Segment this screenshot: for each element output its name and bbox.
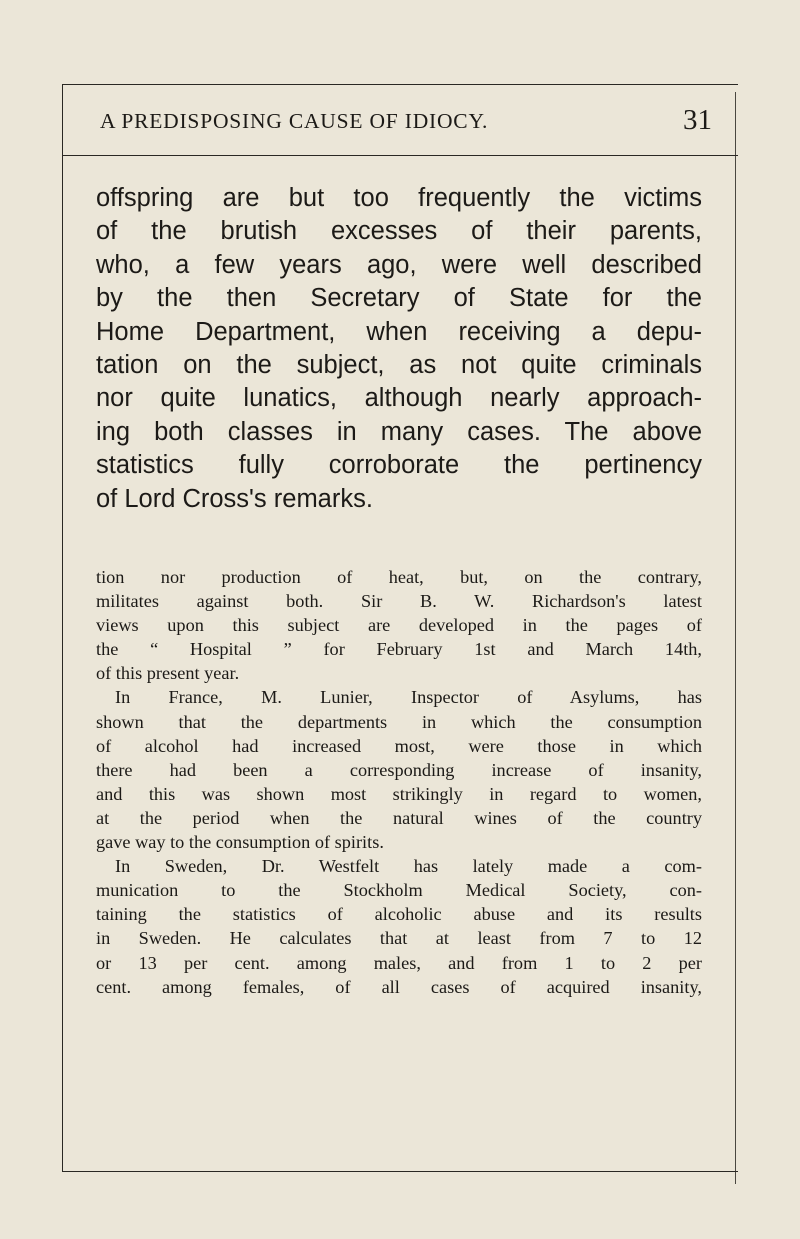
text-line: views upon this subject are developed in the pages of xyxy=(96,615,702,636)
text-line: who, a few years ago, were well described xyxy=(96,250,702,279)
text-line: munication to the Stockholm Medical Society, con- xyxy=(96,880,702,901)
text-line: of Lord Cross's remarks. xyxy=(96,484,373,513)
text-line: ing both classes in many cases. The above xyxy=(96,417,702,446)
text-line: nor quite lunatics, although nearly approach- xyxy=(96,384,702,413)
text-line: shown that the departments in which the consumption xyxy=(96,711,702,732)
text-line: and this was shown most strikingly in regard to women, xyxy=(96,783,702,804)
text-line: at the period when the natural wines of the country xyxy=(96,807,702,828)
text-line: statistics fully corroborate the pertinency xyxy=(96,451,702,480)
frame-rule-left xyxy=(62,84,63,1172)
frame-rule-top xyxy=(62,84,738,85)
text-line: there had been a corresponding increase of insanity, xyxy=(96,759,702,780)
text-line: offspring are but too frequently the victims xyxy=(96,184,702,212)
text-line: in Sweden. He calculates that at least from 7 to 12 xyxy=(96,928,702,949)
text-line: of alcohol had increased most, were those in which xyxy=(96,735,702,756)
text-line: by the then Secretary of State for the xyxy=(96,284,702,313)
text-line: the “ Hospital ” for February 1st and March 14th, xyxy=(96,639,702,660)
text-line: Home Department, when receiving a depu- xyxy=(96,317,702,346)
frame-rule-bottom xyxy=(62,1171,738,1172)
header-rule xyxy=(62,155,738,156)
text-line: of the brutish excesses of their parents, xyxy=(96,217,702,246)
text-line: cent. among females, of all cases of acquired insanity, xyxy=(96,976,702,997)
running-head-title: A PREDISPOSING CAUSE OF IDIOCY. xyxy=(100,109,489,133)
text-line: gave way to the consumption of spirits. xyxy=(96,832,384,853)
text-line: militates against both. Sir B. W. Richardson's latest xyxy=(96,591,702,612)
running-head xyxy=(100,104,712,138)
page-number: 31 xyxy=(683,104,712,136)
text-line: or 13 per cent. among males, and from 1 to 2 per xyxy=(96,952,702,973)
text-line: tion nor production of heat, but, on the contrary, xyxy=(96,567,702,587)
text-line: of this present year. xyxy=(96,663,240,684)
frame-rule-right xyxy=(735,92,736,1184)
text-line: taining the statistics of alcoholic abuse and its results xyxy=(96,904,702,925)
text-line: In Sweden, Dr. Westfelt has lately made a com- xyxy=(115,856,702,877)
large-text-block xyxy=(96,182,702,516)
text-line: tation on the subject, as not quite criminals xyxy=(96,351,702,380)
small-text-block xyxy=(96,565,702,999)
text-line: In France, M. Lunier, Inspector of Asylums, has xyxy=(115,687,702,708)
